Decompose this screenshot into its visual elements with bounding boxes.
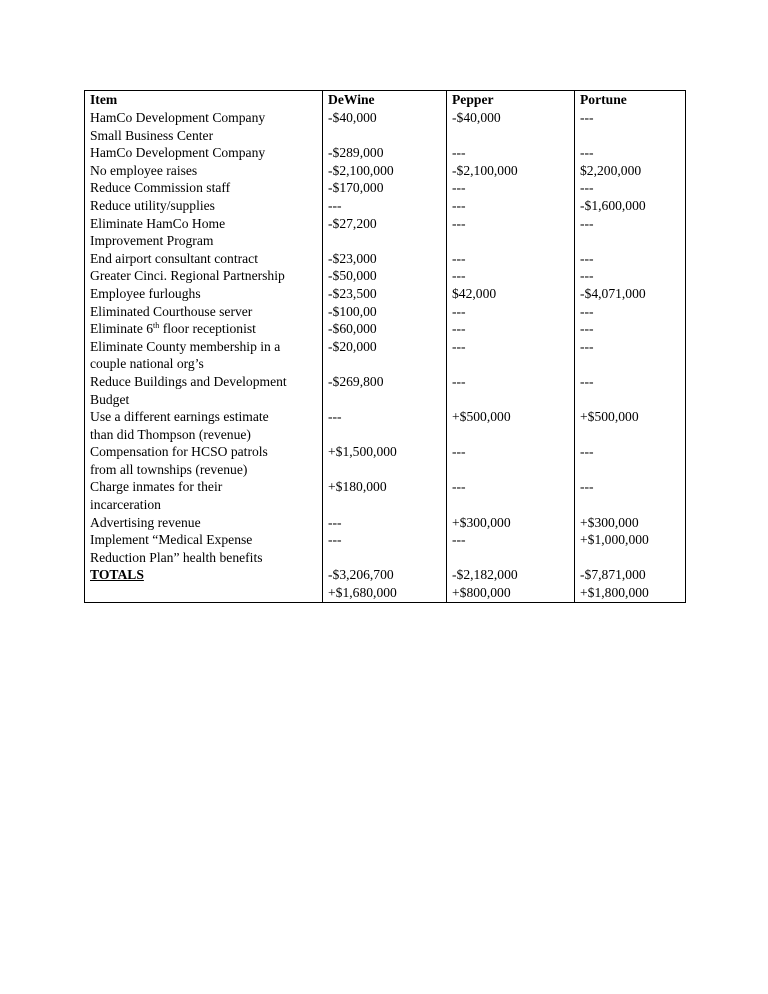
item-text: Use a different earnings estimate (90, 409, 269, 425)
item-text-line (90, 179, 317, 197)
totals-dewine (323, 566, 447, 602)
pepper-value (452, 144, 569, 162)
dewine-text: -$27,200 (328, 215, 377, 231)
item-text: HamCo Development Company (90, 110, 266, 125)
pepper-text: --- (452, 321, 466, 337)
cell-portune (575, 320, 686, 338)
cell-portune (575, 303, 686, 321)
item-text: from all townships (revenue) (90, 461, 248, 477)
cell-item (85, 320, 323, 338)
pepper-value (452, 162, 569, 180)
header-dewine: DeWine (323, 91, 447, 110)
cell-pepper (447, 408, 575, 443)
pepper-text: --- (452, 303, 466, 319)
table-body (85, 109, 686, 602)
portune-text: --- (580, 479, 594, 495)
cell-pepper (447, 144, 575, 162)
pepper-value (452, 250, 569, 268)
cell-dewine (323, 179, 447, 197)
totals-dewine-cuts: -$3,206,700 (328, 567, 394, 583)
table-row (85, 338, 686, 373)
item-text: Eliminate HamCo Home (90, 215, 226, 231)
cell-dewine (323, 303, 447, 321)
pepper-text: --- (452, 444, 466, 460)
dewine-value (328, 443, 441, 461)
pepper-value (452, 267, 569, 285)
portune-value (580, 162, 680, 180)
cell-pepper (447, 373, 575, 408)
cell-portune (575, 162, 686, 180)
portune-value (580, 338, 680, 356)
portune-value (580, 285, 680, 303)
item-text: Eliminate 6 (90, 321, 154, 337)
cell-portune (575, 267, 686, 285)
pepper-value (452, 109, 569, 127)
totals-portune-cuts: -$7,871,000 (580, 567, 646, 583)
cell-item (85, 267, 323, 285)
pepper-text: -$2,100,000 (452, 162, 518, 178)
table-row (85, 514, 686, 532)
cell-dewine (323, 373, 447, 408)
portune-text: --- (580, 145, 594, 161)
dewine-text: -$23,000 (328, 250, 377, 266)
item-text-line (90, 355, 317, 373)
dewine-text: +$1,500,000 (328, 444, 397, 460)
table-row (85, 144, 686, 162)
totals-label (85, 566, 323, 602)
item-text-line (90, 478, 317, 496)
portune-text: --- (580, 215, 594, 231)
cell-dewine (323, 197, 447, 215)
cell-dewine (323, 267, 447, 285)
header-portune: Portune (575, 91, 686, 110)
portune-text: --- (580, 444, 594, 460)
dewine-value (328, 303, 441, 321)
cell-portune (575, 514, 686, 532)
cell-portune (575, 531, 686, 566)
item-text: incarceration (90, 497, 161, 513)
item-text-line (90, 496, 317, 514)
cell-item (85, 144, 323, 162)
cell-item (85, 531, 323, 566)
pepper-value (452, 303, 569, 321)
item-text: Small Business Center (90, 127, 214, 143)
item-text-line (90, 197, 317, 215)
item-text: No employee raises (90, 162, 198, 178)
pepper-value (452, 179, 569, 197)
table-row (85, 320, 686, 338)
pepper-text: --- (452, 532, 466, 548)
totals-pepper-cuts: -$2,182,000 (452, 567, 518, 583)
cell-portune (575, 144, 686, 162)
item-text-line (90, 250, 317, 268)
item-text: Compensation for HCSO patrols (90, 444, 268, 460)
item-text-line (90, 443, 317, 461)
cell-pepper (447, 109, 575, 144)
dewine-value (328, 531, 441, 549)
pepper-text: +$500,000 (452, 409, 511, 425)
totals-dewine-revenue: +$1,680,000 (328, 585, 397, 601)
cell-pepper (447, 514, 575, 532)
cell-dewine (323, 408, 447, 443)
portune-text: --- (580, 110, 594, 125)
item-text: Reduce Buildings and Development (90, 373, 287, 389)
cell-item (85, 109, 323, 144)
pepper-value (452, 408, 569, 426)
item-text: Reduction Plan” health benefits (90, 549, 263, 565)
dewine-value (328, 514, 441, 532)
portune-value (580, 215, 680, 233)
cell-portune (575, 109, 686, 144)
cell-pepper (447, 478, 575, 513)
table-row (85, 250, 686, 268)
table-row (85, 478, 686, 513)
pepper-value (452, 320, 569, 338)
totals-portune-revenue: +$1,800,000 (580, 585, 649, 601)
dewine-value (328, 179, 441, 197)
cell-pepper (447, 443, 575, 478)
portune-value (580, 514, 680, 532)
table-row (85, 285, 686, 303)
cell-dewine (323, 109, 447, 144)
cell-pepper (447, 338, 575, 373)
portune-value (580, 303, 680, 321)
portune-value (580, 267, 680, 285)
portune-text: --- (580, 338, 594, 354)
pepper-text: $42,000 (452, 285, 497, 301)
cell-item (85, 179, 323, 197)
dewine-text: -$50,000 (328, 268, 377, 284)
cell-pepper (447, 197, 575, 215)
item-text: Reduce Commission staff (90, 180, 231, 196)
table-row (85, 215, 686, 250)
table-row (85, 373, 686, 408)
pepper-value (452, 338, 569, 356)
cell-portune (575, 408, 686, 443)
dewine-value (328, 478, 441, 496)
item-text: Employee furloughs (90, 285, 201, 301)
cell-item (85, 303, 323, 321)
item-text: couple national org’s (90, 356, 204, 372)
cell-pepper (447, 215, 575, 250)
cell-dewine (323, 514, 447, 532)
cell-item (85, 338, 323, 373)
item-text-line (90, 320, 317, 338)
header-item: Item (85, 91, 323, 110)
cell-portune (575, 285, 686, 303)
pepper-value (452, 285, 569, 303)
cell-dewine (323, 144, 447, 162)
cell-portune (575, 215, 686, 250)
item-text: Eliminated Courthouse server (90, 303, 253, 319)
pepper-text: +$300,000 (452, 514, 511, 530)
header-pepper: Pepper (447, 91, 575, 110)
item-text-line (90, 303, 317, 321)
portune-text: --- (580, 321, 594, 337)
cell-pepper (447, 179, 575, 197)
cell-portune (575, 373, 686, 408)
portune-text: --- (580, 180, 594, 196)
totals-pepper (447, 566, 575, 602)
dewine-text: --- (328, 532, 342, 548)
totals-label-text: TOTALS (90, 567, 144, 583)
budget-comparison-table (84, 90, 686, 603)
item-text: Greater Cinci. Regional Partnership (90, 268, 285, 284)
pepper-value (452, 373, 569, 391)
pepper-value (452, 514, 569, 532)
pepper-value (452, 478, 569, 496)
portune-text: --- (580, 303, 594, 319)
item-text-line (90, 215, 317, 233)
cell-pepper (447, 320, 575, 338)
portune-text: +$300,000 (580, 514, 639, 530)
portune-value (580, 531, 680, 549)
cell-dewine (323, 478, 447, 513)
item-text-line (90, 426, 317, 444)
dewine-value (328, 215, 441, 233)
totals-pepper-revenue: +$800,000 (452, 585, 511, 601)
portune-text: --- (580, 373, 594, 389)
dewine-text: -$269,800 (328, 373, 384, 389)
cell-portune (575, 478, 686, 513)
item-text: Charge inmates for their (90, 479, 223, 495)
portune-value (580, 320, 680, 338)
item-text-line (90, 531, 317, 549)
item-text: Implement “Medical Expense (90, 532, 253, 548)
portune-value (580, 443, 680, 461)
dewine-value (328, 408, 441, 426)
item-text-line (90, 338, 317, 356)
portune-value (580, 373, 680, 391)
pepper-value (452, 215, 569, 233)
portune-text: --- (580, 250, 594, 266)
dewine-text: --- (328, 409, 342, 425)
item-text-line (90, 514, 317, 532)
portune-text: -$1,600,000 (580, 197, 646, 213)
item-text-line (90, 232, 317, 250)
cell-dewine (323, 250, 447, 268)
item-text-line (90, 162, 317, 180)
pepper-text: --- (452, 268, 466, 284)
cell-item (85, 250, 323, 268)
cell-portune (575, 250, 686, 268)
dewine-text: --- (328, 197, 342, 213)
dewine-value (328, 267, 441, 285)
cell-pepper (447, 162, 575, 180)
cell-dewine (323, 443, 447, 478)
cell-pepper (447, 285, 575, 303)
dewine-value (328, 197, 441, 215)
dewine-text: +$180,000 (328, 479, 387, 495)
header-row (85, 91, 686, 110)
table-row (85, 197, 686, 215)
pepper-value (452, 197, 569, 215)
portune-text: $2,200,000 (580, 162, 642, 178)
dewine-text: -$40,000 (328, 110, 377, 125)
cell-pepper (447, 267, 575, 285)
item-text-line (90, 391, 317, 409)
dewine-value (328, 338, 441, 356)
cell-dewine (323, 215, 447, 250)
pepper-value (452, 531, 569, 549)
item-text-line (90, 373, 317, 391)
dewine-value (328, 162, 441, 180)
cell-portune (575, 443, 686, 478)
table-row (85, 162, 686, 180)
item-text: HamCo Development Company (90, 145, 266, 161)
item-text: Eliminate County membership in a (90, 338, 281, 354)
cell-dewine (323, 531, 447, 566)
pepper-text: --- (452, 479, 466, 495)
item-text: Advertising revenue (90, 514, 201, 530)
portune-value (580, 109, 680, 127)
dewine-value (328, 373, 441, 391)
dewine-value (328, 109, 441, 127)
cell-portune (575, 197, 686, 215)
item-text-rest: floor receptionist (162, 321, 256, 337)
portune-value (580, 197, 680, 215)
cell-dewine (323, 285, 447, 303)
cell-item (85, 408, 323, 443)
pepper-text: --- (452, 197, 466, 213)
dewine-value (328, 250, 441, 268)
cell-item (85, 514, 323, 532)
cell-item (85, 215, 323, 250)
pepper-text: --- (452, 338, 466, 354)
table-row (85, 267, 686, 285)
portune-text: +$1,000,000 (580, 532, 649, 548)
dewine-text: -$23,500 (328, 285, 377, 301)
cell-item (85, 197, 323, 215)
item-text-line (90, 408, 317, 426)
dewine-text: -$289,000 (328, 145, 384, 161)
item-text-line (90, 144, 317, 162)
portune-value (580, 478, 680, 496)
pepper-value (452, 443, 569, 461)
table-row (85, 443, 686, 478)
item-text: End airport consultant contract (90, 250, 258, 266)
portune-value (580, 250, 680, 268)
dewine-value (328, 320, 441, 338)
cell-dewine (323, 162, 447, 180)
item-text-line (90, 267, 317, 285)
dewine-value (328, 285, 441, 303)
cell-item (85, 478, 323, 513)
table-row (85, 179, 686, 197)
cell-portune (575, 179, 686, 197)
dewine-value (328, 144, 441, 162)
portune-text: -$4,071,000 (580, 285, 646, 301)
totals-portune (575, 566, 686, 602)
cell-item (85, 285, 323, 303)
portune-value (580, 408, 680, 426)
pepper-text: --- (452, 145, 466, 161)
dewine-text: -$100,00 (328, 303, 377, 319)
table-row (85, 408, 686, 443)
table-row (85, 303, 686, 321)
item-text-line (90, 549, 317, 567)
ordinal-superscript: th (153, 321, 160, 331)
dewine-text: --- (328, 514, 342, 530)
dewine-text: -$2,100,000 (328, 162, 394, 178)
table-row (85, 531, 686, 566)
dewine-text: -$60,000 (328, 321, 377, 337)
portune-value (580, 144, 680, 162)
cell-dewine (323, 338, 447, 373)
totals-row (85, 566, 686, 602)
cell-pepper (447, 250, 575, 268)
cell-item (85, 443, 323, 478)
pepper-text: -$40,000 (452, 110, 501, 125)
portune-text: --- (580, 268, 594, 284)
cell-pepper (447, 531, 575, 566)
pepper-text: --- (452, 250, 466, 266)
pepper-text: --- (452, 180, 466, 196)
cell-pepper (447, 303, 575, 321)
cell-portune (575, 338, 686, 373)
dewine-text: -$170,000 (328, 180, 384, 196)
item-text-line (90, 461, 317, 479)
cell-item (85, 162, 323, 180)
table-row (85, 109, 686, 144)
item-text-line (90, 127, 317, 145)
cell-item (85, 373, 323, 408)
pepper-text: --- (452, 373, 466, 389)
portune-value (580, 179, 680, 197)
item-text-line (90, 285, 317, 303)
item-text: than did Thompson (revenue) (90, 426, 251, 442)
item-text: Budget (90, 391, 130, 407)
portune-text: +$500,000 (580, 409, 639, 425)
item-text: Reduce utility/supplies (90, 197, 215, 213)
cell-dewine (323, 320, 447, 338)
item-text-line (90, 109, 317, 127)
dewine-text: -$20,000 (328, 338, 377, 354)
item-text: Improvement Program (90, 233, 214, 249)
pepper-text: --- (452, 215, 466, 231)
